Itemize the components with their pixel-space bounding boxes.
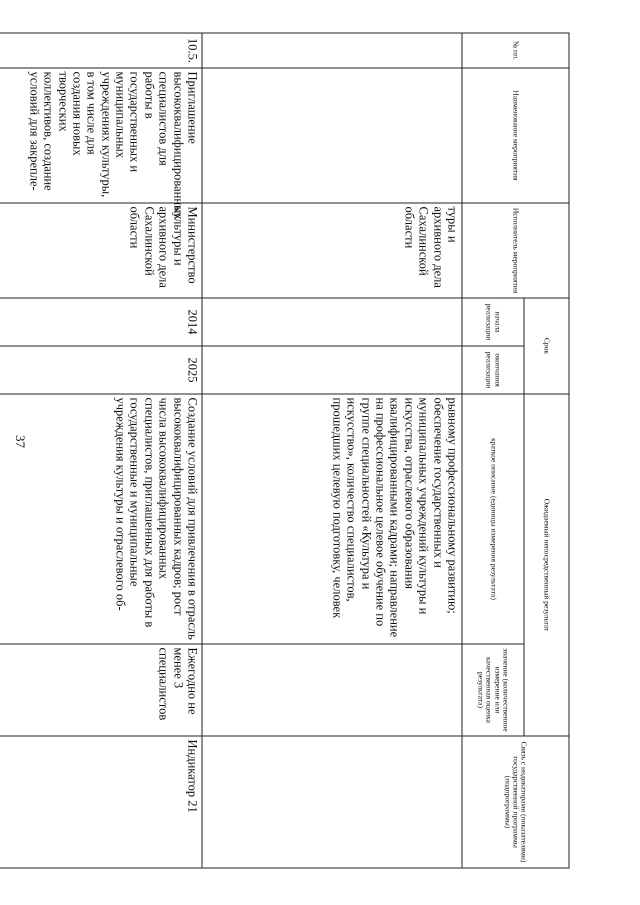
page-number: 37 xyxy=(13,435,28,448)
table-row xyxy=(202,33,462,868)
header-result: Ожидаемый непосредственный результат xyxy=(524,394,569,736)
table-row xyxy=(0,33,202,868)
row-desc: рывному профессиональному развитию; обеспечение государственных и муниципальных учреждений культуры и искусства, отраслевого образования квалифицированными кадрами; направление на профессиональное целевое обучение по группе специальностей «Культура и искусство», количество специалистов, прошедших целевую подготовку, человек xyxy=(202,394,462,644)
header-term: Срок xyxy=(524,298,569,394)
header-name: Наименование мероприятия xyxy=(462,68,569,203)
header-link: Связь с индикаторами (показателями) государственной программы (подпрограммы) xyxy=(462,736,569,868)
header-result-value: значение (количественное измерение или качественная оценка результата) xyxy=(462,644,524,736)
rotated-table-page xyxy=(0,33,570,868)
row-end: 2025 xyxy=(0,346,202,394)
row-name: Приглашение высококвалифицированных специалистов для работы в государственных и муниципальных учреждениях культуры, в том числе для создания новых творческих коллективов, создание условий для закрепле- xyxy=(0,68,202,203)
row-value: Ежегодно не менее 3 специалистов xyxy=(0,644,202,736)
row-value xyxy=(202,644,462,736)
row-link xyxy=(202,736,462,868)
header-term-start: начала реализации xyxy=(462,298,524,346)
row-no xyxy=(202,33,462,68)
header-result-desc: краткое описание (единицы измерения результата) xyxy=(462,394,524,644)
row-executor: туры и архивного дела Сахалинской области xyxy=(202,203,462,298)
row-executor: Министерство культуры и архивного дела Сахалинской области xyxy=(0,203,202,298)
row-start: 2014 xyxy=(0,298,202,346)
row-start xyxy=(202,298,462,346)
row-desc: Создание условий для привлечения в отрасль высококвалифицированных кадров; рост числа высококвалифицированных специалистов, приглашенных для работы в государственные и муниципальные учреждения культуры и отраслевого об- xyxy=(0,394,202,644)
row-name xyxy=(202,68,462,203)
row-end xyxy=(202,346,462,394)
header-no: № пп. xyxy=(462,33,569,68)
measures-table xyxy=(0,33,570,869)
row-link: Индикатор 21 xyxy=(0,736,202,868)
header-term-end: окончания реализации xyxy=(462,346,524,394)
row-no: 10.5. xyxy=(0,33,202,68)
header-executor: Исполнитель мероприятия xyxy=(462,203,569,298)
